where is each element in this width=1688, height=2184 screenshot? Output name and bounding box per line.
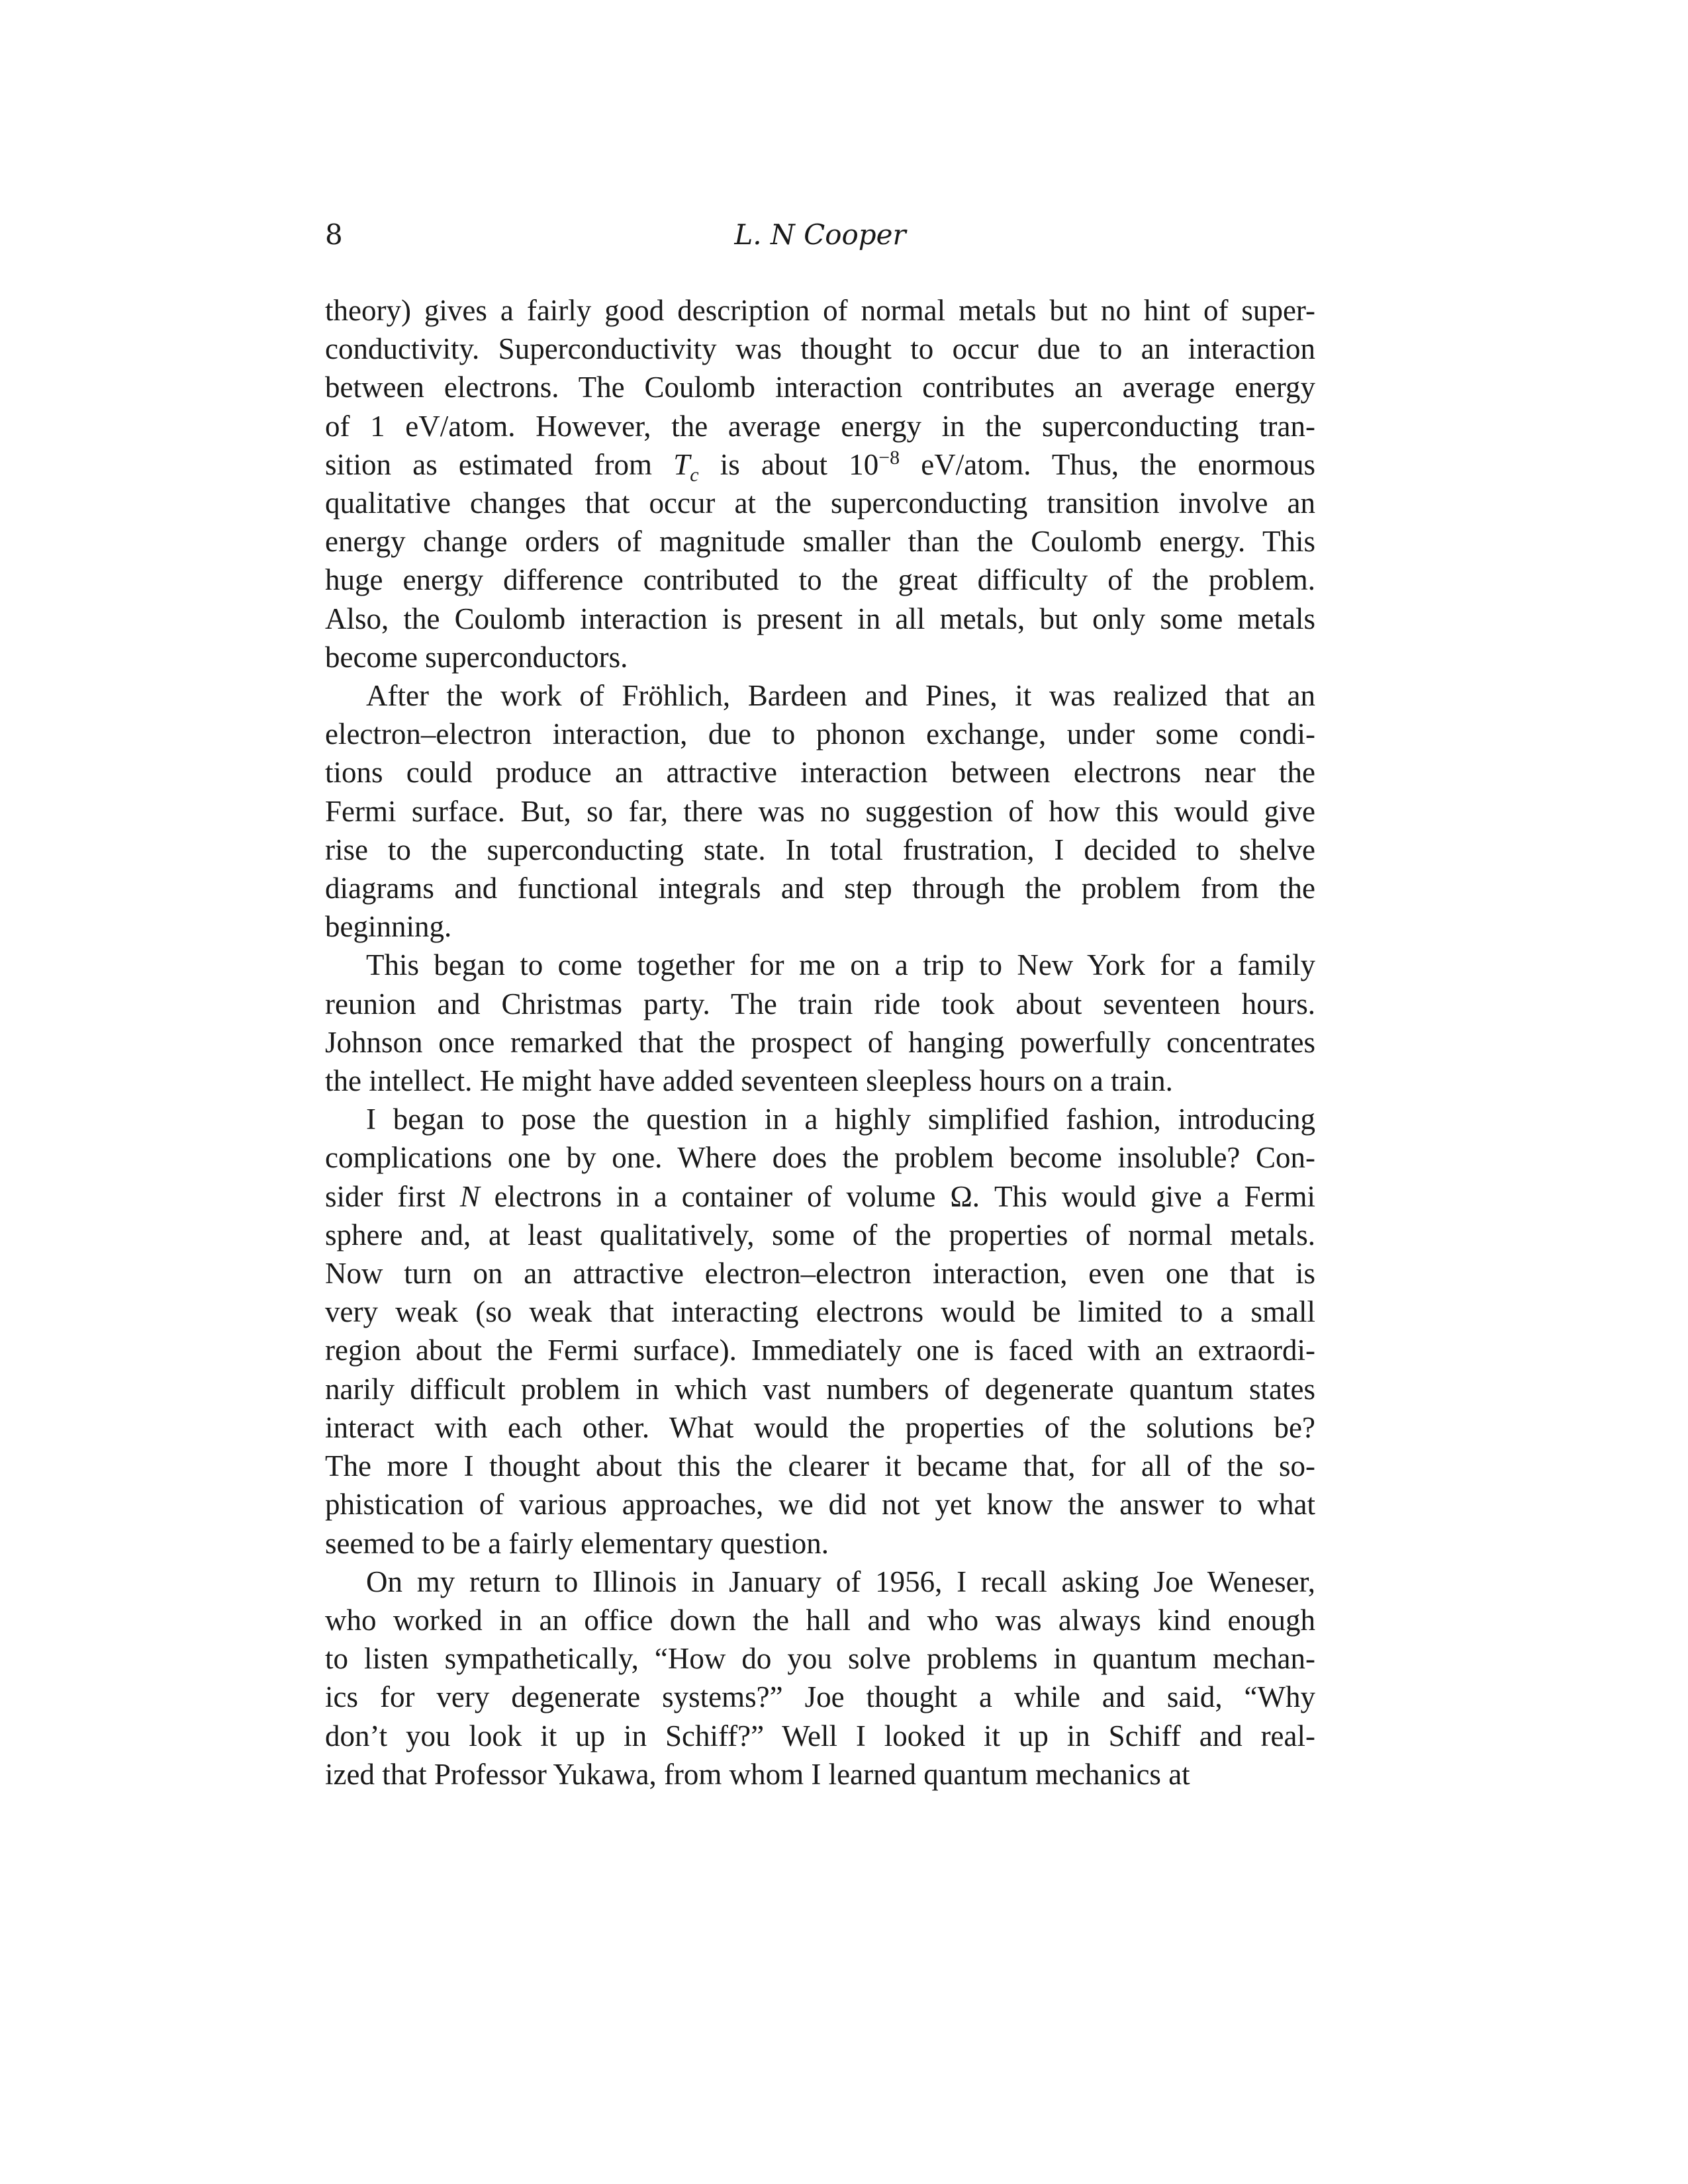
text-line: of 1 eV/atom. However, the average energy in the superconducting tran- bbox=[325, 409, 1315, 443]
text-line: Now turn on an attractive electron–electron interaction, even one that is bbox=[325, 1257, 1315, 1291]
text-line: rise to the superconducting state. In total frustration, I decided to shelve bbox=[325, 833, 1315, 866]
text-line: sphere and, at least qualitatively, some of the properties of normal metals. bbox=[325, 1218, 1315, 1251]
text-line: I began to pose the question in a highly simplified fashion, introducing bbox=[366, 1103, 1315, 1136]
text-line: conductivity. Superconductivity was thought to occur due to an interaction bbox=[325, 332, 1315, 366]
text-line: to listen sympathetically, “How do you solve problems in quantum mechan- bbox=[325, 1642, 1315, 1676]
text-line: diagrams and functional integrals and step through the problem from the bbox=[325, 872, 1315, 905]
text-line: theory) gives a fairly good description of normal metals but no hint of super- bbox=[325, 294, 1315, 327]
text-line: seemed to be a fairly elementary question. bbox=[325, 1526, 829, 1560]
text-line: huge energy difference contributed to the great difficulty of the problem. bbox=[325, 563, 1315, 597]
text-line: very weak (so weak that interacting electrons would be limited to a small bbox=[325, 1295, 1315, 1329]
text-line: After the work of Fröhlich, Bardeen and Pines, it was realized that an bbox=[366, 679, 1315, 713]
text-line: Johnson once remarked that the prospect of hanging powerfully concentrates bbox=[325, 1025, 1315, 1059]
paragraph bbox=[325, 291, 1315, 676]
text-line: narily difficult problem in which vast numbers of degenerate quantum states bbox=[325, 1372, 1315, 1406]
text-line: region about the Fermi surface). Immediately one is faced with an extraordi- bbox=[325, 1334, 1315, 1367]
text-line: ized that Professor Yukawa, from whom I learned quantum mechanics at bbox=[325, 1757, 1190, 1791]
paragraph bbox=[325, 1100, 1315, 1562]
text-line: phistication of various approaches, we did not yet know the answer to what bbox=[325, 1488, 1315, 1522]
paragraph bbox=[325, 1563, 1315, 1794]
running-head: L. N Cooper bbox=[734, 218, 906, 251]
text-line: who worked in an office down the hall and who was always kind enough bbox=[325, 1603, 1315, 1637]
page-number: 8 bbox=[325, 218, 343, 251]
text-line: sition as estimated from $T_c$ is about $10^{-8}$ eV/atom. Thus, the enormous bbox=[325, 446, 1315, 486]
text-line: become superconductors. bbox=[325, 640, 628, 674]
text-line: tions could produce an attractive interaction between electrons near the bbox=[325, 756, 1315, 790]
paragraph bbox=[325, 676, 1315, 946]
paragraph bbox=[325, 946, 1315, 1100]
text-line: energy change orders of magnitude smaller than the Coulomb energy. This bbox=[325, 525, 1315, 559]
text-line: This began to come together for me on a trip to New York for a family bbox=[366, 948, 1315, 982]
page-header bbox=[325, 215, 1315, 255]
text-line: between electrons. The Coulomb interaction contributes an average energy bbox=[325, 371, 1315, 404]
text-line: The more I thought about this the clearer it became that, for all of the so- bbox=[325, 1449, 1315, 1483]
text-line: qualitative changes that occur at the superconducting transition involve an bbox=[325, 486, 1315, 520]
text-line: the intellect. He might have added seventeen sleepless hours on a train. bbox=[325, 1064, 1173, 1098]
text-line: ics for very degenerate systems?” Joe thought a while and said, “Why bbox=[325, 1680, 1315, 1714]
body-text bbox=[325, 291, 1315, 1794]
text-line: complications one by one. Where does the problem become insoluble? Con- bbox=[325, 1141, 1315, 1175]
text-line: don’t you look it up in Schiff?” Well I looked it up in Schiff and real- bbox=[325, 1719, 1315, 1752]
text-line: On my return to Illinois in January of 1956, I recall asking Joe Weneser, bbox=[366, 1565, 1315, 1598]
text-line: Also, the Coulomb interaction is present in all metals, but only some metals bbox=[325, 602, 1315, 635]
text-line: electron–electron interaction, due to phonon exchange, under some condi- bbox=[325, 717, 1315, 751]
text-line: interact with each other. What would the properties of the solutions be? bbox=[325, 1410, 1315, 1444]
text-line: beginning. bbox=[325, 910, 452, 944]
text-line: sider first N electrons in a container of volume Ω. This would give a Fermi bbox=[325, 1179, 1315, 1213]
text-line: Fermi surface. But, so far, there was no suggestion of how this would give bbox=[325, 794, 1315, 828]
text-line: reunion and Christmas party. The train ride took about seventeen hours. bbox=[325, 987, 1315, 1021]
